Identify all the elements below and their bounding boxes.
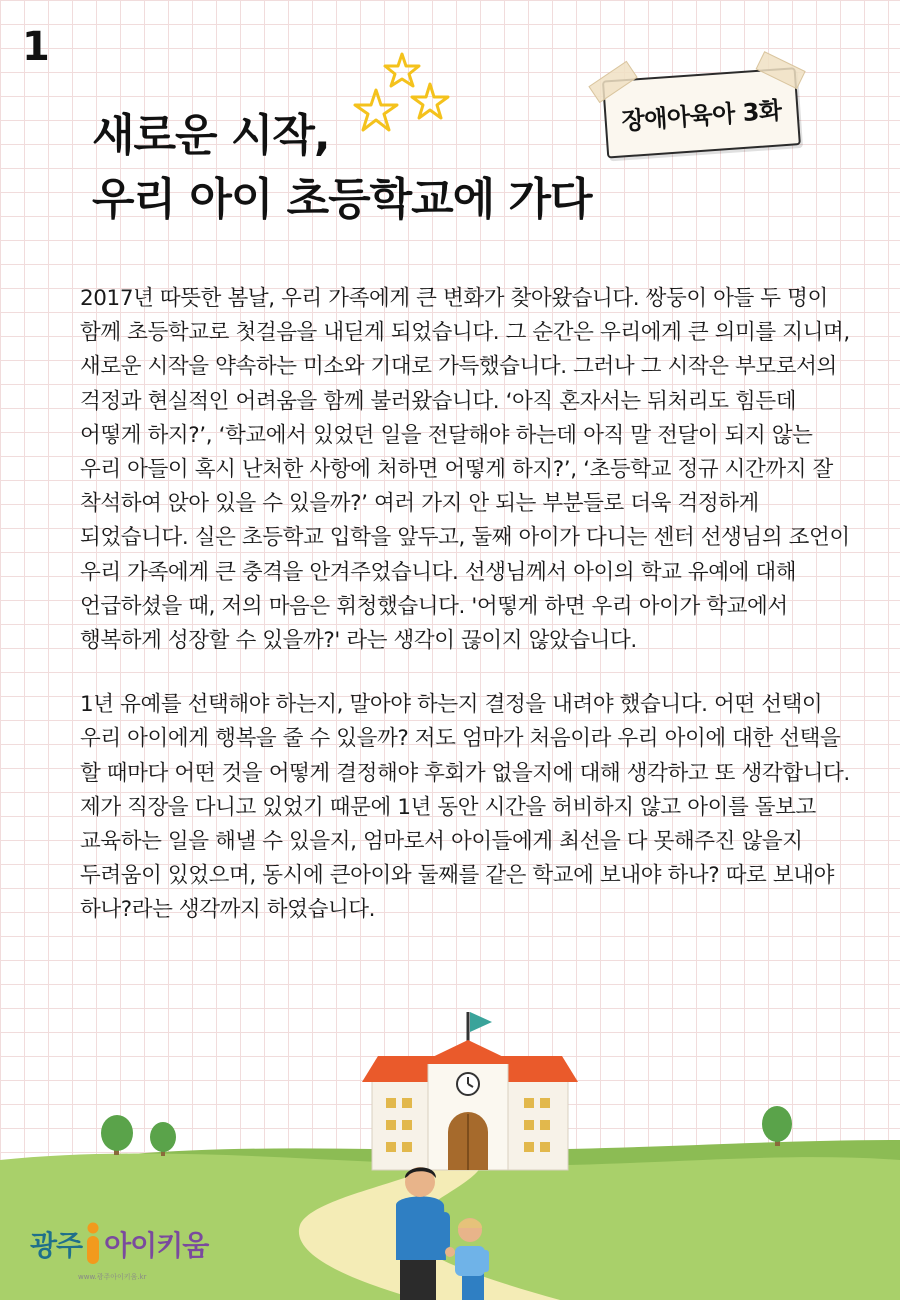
tree-left-1 — [101, 1115, 133, 1155]
paragraph-1: 2017년 따뜻한 봄날, 우리 가족에게 큰 변화가 찾아왔습니다. 쌍둥이 아들 두 명이 함께 초등학교로 첫걸음을 내딛게 되었습니다. 그 순간은 우리에게 큰 의미를 지니며, 새로운 시작을 약속하는 미소와 기대로 가득했습니다. 그러나 그 시작은 부모로서의 걱정과 현실적인 어려움을 함께 불러왔습니다. ‘아직 혼자서는 뒤처리도 힘든데 어떻게 하지?’, ‘학교에서 있었던 일을 전달해야 하는데 아직 말 전달이 되지 않는 우리 아들이 혹시 난처한 사항에 처하면 어떻게 하지?’, ‘초등학교 정규 시간까지 잘 착석하여 앉아 있을 수 있을까?’ 여러 가지 안 되는 부분들로 더욱 걱정하게 되었습니다. 실은 초등학교 입학을 앞두고, 둘째 아이가 다니는 센터 선생님의 조언이 우리 가족에게 큰 충격을 안겨주었습니다. 선생님께서 아이의 학교 유예에 대해 언급하셨을 때, 저의 마음은 휘청했습니다. '어떻게 하면 우리 아이가 학교에서 행복하게 성장할 수 있을까?' 라는 생각이 끊이지 않았습니다. — [80, 286, 850, 654]
page-number: 1 — [22, 24, 50, 70]
episode-label: 장애아육아 3화 — [620, 95, 783, 135]
tree-left-2 — [150, 1122, 176, 1156]
title-line-2: 우리 아이 초등학교에 가다 — [92, 174, 592, 225]
logo-i-icon — [84, 1222, 102, 1266]
star-icon — [385, 54, 419, 86]
episode-tag — [601, 57, 797, 156]
flag-icon — [470, 1012, 492, 1032]
brand-logo — [30, 1222, 208, 1266]
title-line-1: 새로운 시작, — [92, 110, 330, 161]
paragraph-2: 1년 유예를 선택해야 하는지, 말아야 하는지 결정을 내려야 했습니다. 어떤 선택이 우리 아이에게 행복을 줄 수 있을까? 저도 엄마가 처음이라 우리 아이에 대한 선택을 할 때마다 어떤 것을 어떻게 결정해야 후회가 없을지에 대해 생각하고 또 생각합니다. 제가 직장을 다니고 있었기 때문에 1년 동안 시간을 허비하지 않고 아이를 돌보고 교육하는 일을 해낼 수 있을지, 엄마로서 아이들에게 최선을 다 못해주진 않을지 두려움이 있었으며, 동시에 큰아이와 둘째를 같은 학교에 보내야 하나? 따로 보내야 하나?라는 생각까지 하였습니다. — [80, 692, 850, 923]
school-building — [362, 1012, 578, 1170]
logo-brand-text: 아이키움 — [104, 1229, 209, 1262]
logo-url: www.광주아이키움.kr — [78, 1273, 147, 1281]
logo-region-text: 광주 — [30, 1229, 83, 1262]
article-title — [92, 104, 592, 232]
tree-right — [762, 1106, 792, 1146]
article-body — [80, 282, 850, 958]
